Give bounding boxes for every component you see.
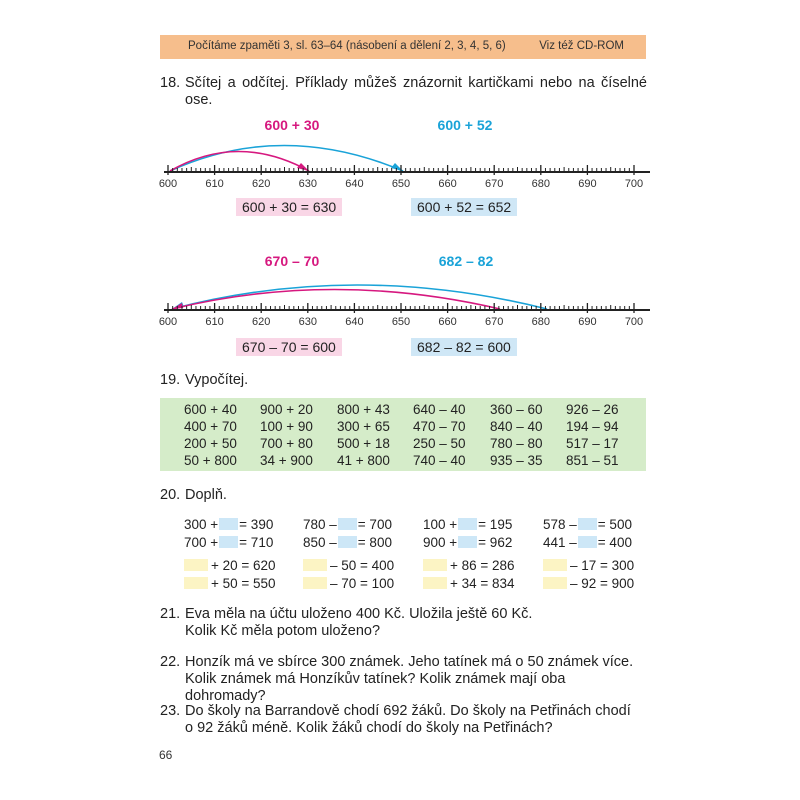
header-bar	[160, 35, 646, 59]
tick-label: 600	[158, 178, 178, 190]
equation-pink: 670 – 70 = 600	[236, 338, 342, 356]
exercise-item: 100 + 90	[260, 419, 313, 434]
answer-blank[interactable]	[184, 559, 208, 571]
fill-in-item: 850 – = 800	[303, 535, 392, 550]
fill-in-item: 100 + = 195	[423, 517, 513, 532]
exercise-item: 50 + 800	[184, 453, 237, 468]
task-22	[160, 654, 634, 704]
fill-in-item: 780 – = 700	[303, 517, 392, 532]
tick-marks	[168, 303, 634, 313]
tick-label: 630	[298, 316, 317, 328]
tick-label: 700	[624, 178, 644, 190]
exercise-item: 400 + 70	[184, 419, 237, 434]
tick-label: 680	[531, 178, 550, 190]
answer-blank[interactable]	[578, 518, 597, 530]
answer-blank[interactable]	[458, 536, 477, 548]
answer-blank[interactable]	[578, 536, 597, 548]
fill-in-item: – 70 = 100	[303, 576, 394, 591]
equation-blue: 682 – 82 = 600	[411, 338, 517, 356]
task-18	[160, 75, 647, 108]
fill-in-item: 578 – = 500	[543, 517, 632, 532]
answer-blank[interactable]	[423, 577, 447, 589]
tick-label: 690	[578, 316, 597, 328]
task-text: Honzík má ve sbírce 300 známek. Jeho tatínek má o 50 známek více. Kolik známek má Honzíkův tatínek? Kolik známek mají oba dohromady?	[185, 654, 634, 704]
fill-in-item: 300 + = 390	[184, 517, 274, 532]
exercise-item: 780 – 80	[490, 436, 543, 451]
jump-label-blue: 682 – 82	[438, 253, 494, 269]
task-number: 18.	[160, 75, 181, 91]
exercise-item: 926 – 26	[566, 402, 619, 417]
answer-blank[interactable]	[543, 559, 567, 571]
jump-label-pink: 600 + 30	[264, 117, 320, 133]
tick-label: 660	[438, 178, 457, 190]
fill-in-item: – 17 = 300	[543, 558, 634, 573]
header-reference: Počítáme zpaměti 3, sl. 63–64 (násobení a dělení 2, 3, 4, 5, 6)	[188, 40, 506, 52]
exercise-item: 500 + 18	[337, 436, 390, 451]
fill-in-item: + 20 = 620	[184, 558, 276, 573]
answer-blank[interactable]	[423, 559, 447, 571]
tick-marks	[168, 165, 634, 175]
tick-label: 650	[391, 178, 411, 190]
exercise-panel	[160, 398, 646, 471]
exercise-item: 250 – 50	[413, 436, 466, 451]
jump-label-pink: 670 – 70	[264, 253, 320, 269]
fill-in-item: 441 – = 400	[543, 535, 632, 550]
task-number: 20.	[160, 487, 181, 503]
task-text: Sčítej a odčítej. Příklady můžeš znázornit kartičkami nebo na číselné ose.	[185, 75, 647, 108]
task-text: Doplň.	[185, 487, 227, 503]
exercise-item: 840 – 40	[490, 419, 543, 434]
answer-blank[interactable]	[338, 536, 357, 548]
fill-in-item: + 34 = 834	[423, 576, 515, 591]
jump-label-blue: 600 + 52	[437, 117, 493, 133]
answer-blank[interactable]	[303, 577, 327, 589]
fill-in-item: + 50 = 550	[184, 576, 276, 591]
task-text: Eva měla na účtu uloženo 400 Kč. Uložila ještě 60 Kč. Kolik Kč měla potom uloženo?	[185, 606, 533, 639]
tick-labels	[159, 178, 643, 190]
fill-in-item: + 86 = 286	[423, 558, 515, 573]
task-23	[160, 703, 631, 736]
tick-label: 610	[205, 316, 224, 328]
answer-blank[interactable]	[303, 559, 327, 571]
tick-label: 600	[158, 316, 178, 328]
answer-blank[interactable]	[543, 577, 567, 589]
exercise-item: 41 + 800	[337, 453, 390, 468]
page-number: 66	[159, 748, 173, 762]
task-number: 21.	[160, 606, 181, 622]
fill-in-item: – 50 = 400	[303, 558, 394, 573]
exercise-item: 194 – 94	[566, 419, 619, 434]
exercise-item: 800 + 43	[337, 402, 390, 417]
tick-label: 660	[438, 316, 457, 328]
tick-label: 630	[298, 178, 317, 190]
tick-label: 650	[391, 316, 411, 328]
task-19	[160, 372, 249, 389]
task-21	[160, 606, 533, 639]
equation-blue: 600 + 52 = 652	[411, 198, 517, 216]
task-number: 23.	[160, 703, 181, 719]
answer-blank[interactable]	[219, 536, 238, 548]
tick-label: 690	[578, 178, 597, 190]
exercise-item: 200 + 50	[184, 436, 237, 451]
tick-label: 670	[485, 316, 504, 328]
tick-label: 610	[205, 178, 224, 190]
tick-label: 700	[624, 316, 644, 328]
fill-in-item: – 92 = 900	[543, 576, 634, 591]
jump-arc-blue	[170, 146, 403, 172]
task-text: Do školy na Barrandově chodí 692 žáků. Do školy na Petřinách chodí o 92 žáků méně. Kolik žáků chodí do školy na Petřinách?	[185, 703, 631, 736]
exercise-item: 740 – 40	[413, 453, 466, 468]
exercise-item: 700 + 80	[260, 436, 313, 451]
answer-blank[interactable]	[338, 518, 357, 530]
tick-label: 680	[531, 316, 550, 328]
exercise-item: 300 + 65	[337, 419, 390, 434]
exercise-item: 517 – 17	[566, 436, 619, 451]
exercise-item: 600 + 40	[184, 402, 237, 417]
task-number: 19.	[160, 372, 181, 388]
fill-in-item: 700 + = 710	[184, 535, 274, 550]
exercise-item: 470 – 70	[413, 419, 466, 434]
tick-label: 620	[252, 178, 271, 190]
task-number: 22.	[160, 654, 181, 670]
tick-label: 670	[485, 178, 504, 190]
tick-label: 640	[345, 178, 364, 190]
exercise-item: 34 + 900	[260, 453, 313, 468]
fill-in-item: 900 + = 962	[423, 535, 513, 550]
task-20	[160, 487, 227, 504]
number-line-1	[150, 110, 660, 192]
answer-blank[interactable]	[184, 577, 208, 589]
answer-blank[interactable]	[458, 518, 477, 530]
equation-pink: 600 + 30 = 630	[236, 198, 342, 216]
exercise-item: 640 – 40	[413, 402, 466, 417]
tick-labels	[159, 316, 643, 328]
task-text: Vypočítej.	[185, 372, 249, 388]
answer-blank[interactable]	[219, 518, 238, 530]
number-line-2	[150, 248, 660, 330]
exercise-item: 935 – 35	[490, 453, 543, 468]
header-cdrom-note: Viz též CD-ROM	[539, 40, 624, 52]
exercise-item: 900 + 20	[260, 402, 313, 417]
tick-label: 620	[252, 316, 271, 328]
exercise-item: 360 – 60	[490, 402, 543, 417]
tick-label: 640	[345, 316, 364, 328]
exercise-item: 851 – 51	[566, 453, 619, 468]
